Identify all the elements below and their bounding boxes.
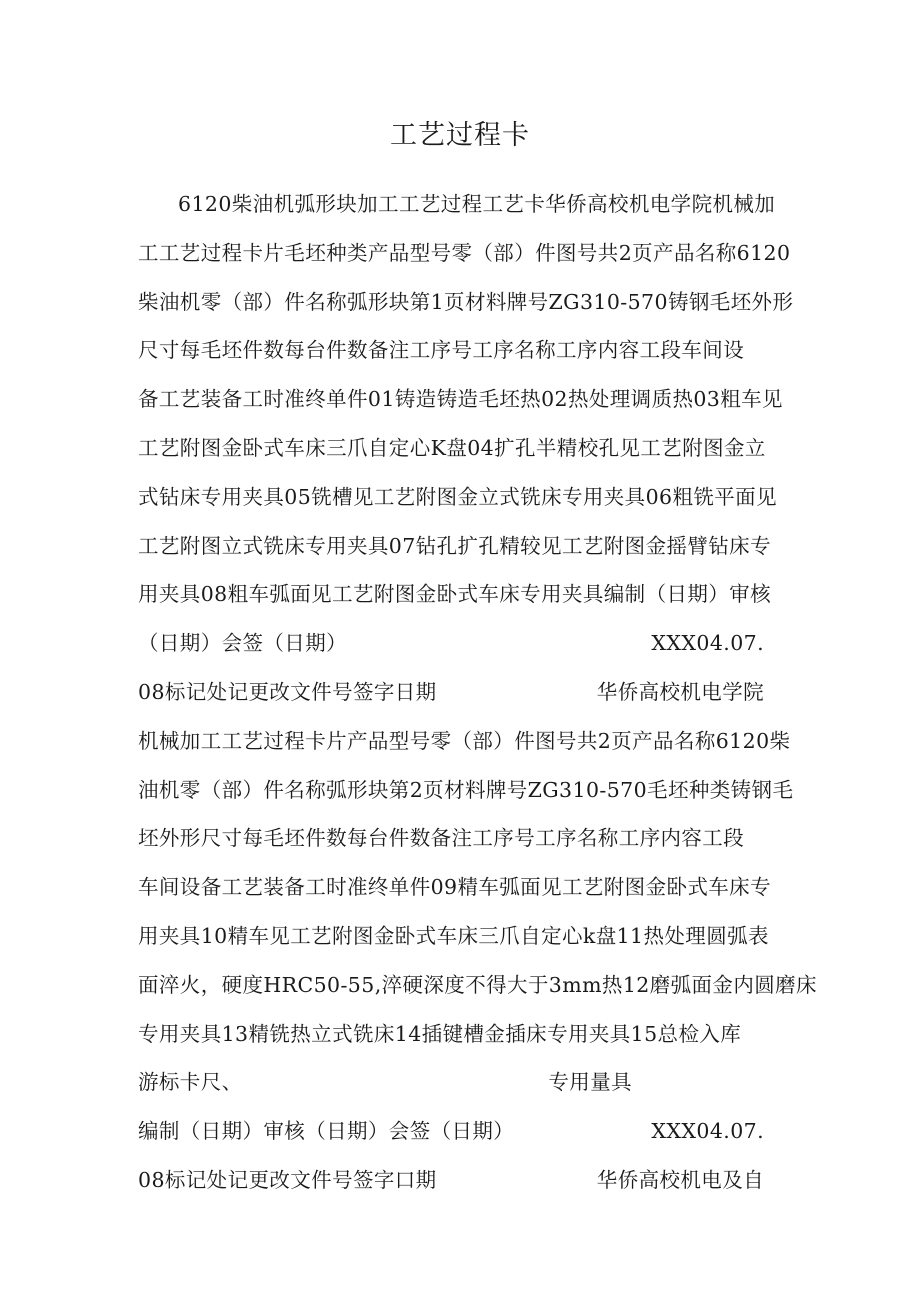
text-line: 尺寸每毛坯件数每台件数备注工序号工序名称工序内容工段车间设	[138, 338, 745, 363]
text-line: 机械加工工艺过程卡片产品型号零（部）件图号共2页产品名称6120柴	[138, 728, 791, 753]
text-line: 备工艺装备工时准终单件01铸造铸造毛坯热02热处理调质热03粗车见	[138, 387, 783, 412]
tools-line	[138, 1060, 788, 1109]
text-line: 柴油机零（部）件名称弧形块第1页材料牌号ZG310-570铸钢毛坯外形	[138, 289, 794, 314]
school-name: 华侨高校机电及自	[596, 1167, 764, 1192]
revision-line	[138, 670, 788, 719]
text-line: 工艺附图金卧式车床三爪自定心K盘04扩孔半精校孔见工艺附图金立	[138, 435, 766, 460]
text-line: 坯外形尺寸每毛坯件数每台件数备注工序号工序名称工序内容工段	[138, 826, 745, 851]
signature-labels: （日期）会签（日期）	[138, 631, 347, 656]
revision-labels: 08标记处记更改文件号签字日期	[138, 679, 437, 704]
signature-date: XXX04.07.	[651, 631, 764, 656]
page-title: 工艺过程卡	[390, 120, 530, 151]
text-line: 车间设备工艺装备工时准终单件09精车弧面见工艺附图金卧式车床专	[138, 875, 771, 900]
text-line: 面淬火，硬度HRC50-55,淬硬深度不得大于3mm热12磨弧面金内圆磨床	[138, 972, 817, 997]
tool-gauge: 专用量具	[548, 1070, 632, 1095]
text-line: 工工艺过程卡片毛坯种类产品型号零（部）件图号共2页产品名称6120	[138, 240, 791, 265]
tool-caliper: 游标卡尺、	[138, 1070, 243, 1095]
text-line: 6120柴油机弧形块加工工艺过程工艺卡华侨高校机电学院机械加	[178, 192, 776, 216]
signature-line	[138, 621, 788, 670]
text-line: 式钻床专用夹具05铣槽见工艺附图金立式铣床专用夹具06粗铣平面见	[138, 484, 777, 509]
signature-labels: 编制（日期）审核（日期）会签（日期）	[138, 1119, 515, 1144]
signature-date: XXX04.07.	[651, 1119, 764, 1144]
text-line: 用夹具10精车见工艺附图金卧式车床三爪自定心k盘11热处理圆弧表	[138, 923, 769, 948]
text-line: 专用夹具13精铣热立式铣床14插键槽金插床专用夹具15总检入库	[138, 1021, 742, 1046]
body-text	[138, 182, 817, 1207]
signature-line	[138, 1109, 788, 1158]
revision-labels: 08标记处记更改文件号签字口期	[138, 1167, 437, 1192]
text-line: 用夹具08粗车弧面见工艺附图金卧式车床专用夹具编制（日期）审核	[138, 582, 771, 607]
text-line: 油机零（部）件名称弧形块第2页材料牌号ZG310-570毛坯种类铸钢毛	[138, 777, 794, 802]
revision-line	[138, 1158, 788, 1207]
text-line: 工艺附图立式铣床专用夹具07钻孔扩孔精较见工艺附图金摇臂钻床专	[138, 533, 771, 558]
school-name: 华侨高校机电学院	[596, 679, 764, 704]
